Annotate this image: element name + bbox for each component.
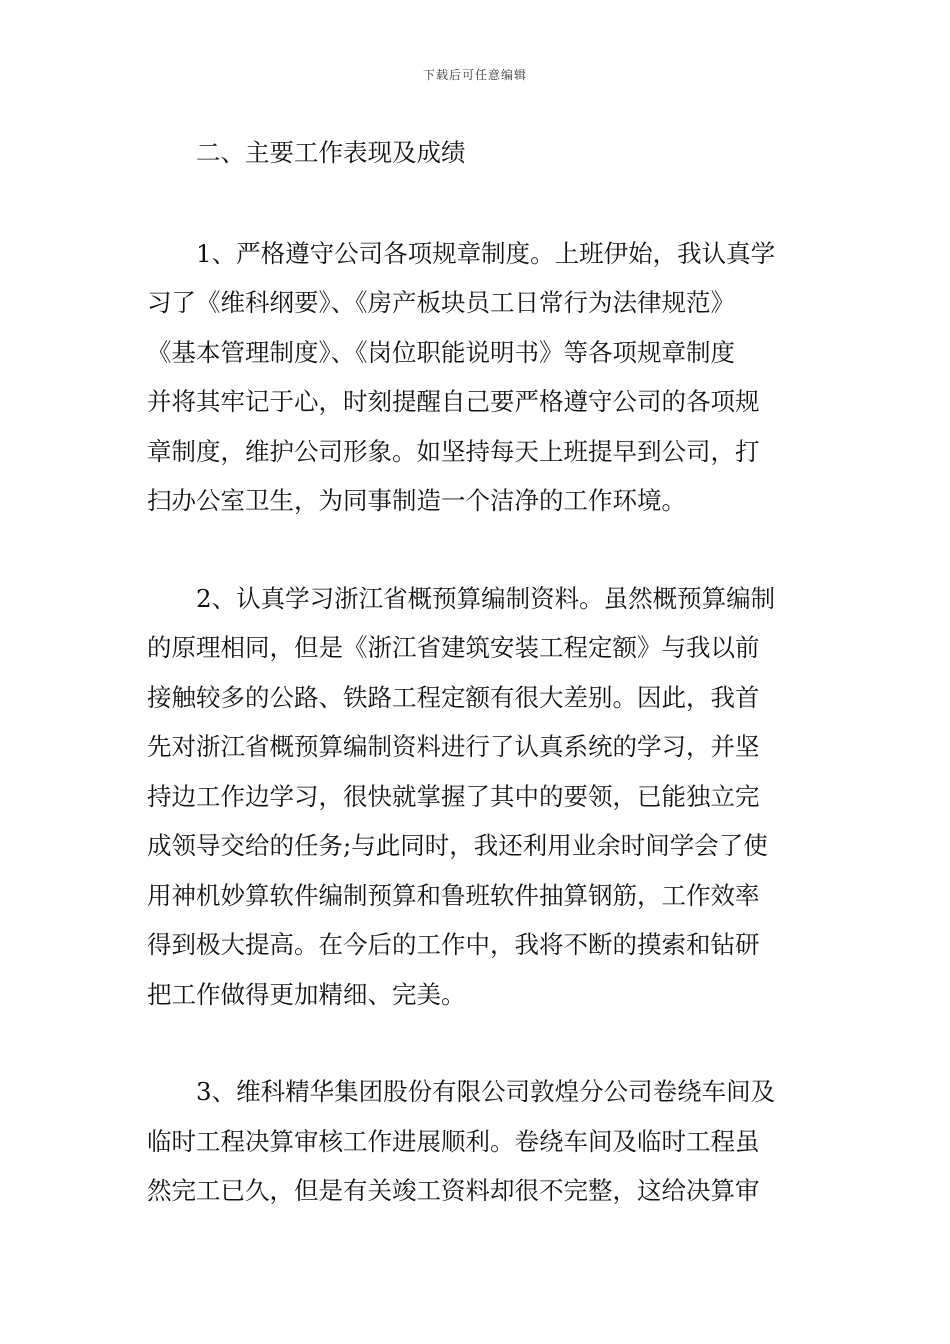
section-title: 二、主要工作表现及成绩 xyxy=(196,138,466,167)
paragraph-line: 成领导交给的任务;与此同时，我还利用业余时间学会了使 xyxy=(147,831,768,860)
paragraph-line: 习了《维科纲要》、《房产板块员工日常行为法律规范》 xyxy=(147,288,735,317)
paragraph-line: 的原理相同，但是《浙江省建筑安装工程定额》与我以前 xyxy=(147,633,760,662)
paragraph-line: 3、维科精华集团股份有限公司敦煌分公司卷绕车间及 xyxy=(196,1077,776,1106)
paragraph-line: 并将其牢记于心，时刻提醒自己要严格遵守公司的各项规 xyxy=(147,387,760,416)
paragraph-line: 把工作做得更加精细、完美。 xyxy=(147,979,466,1009)
paragraph-line: 2、认真学习浙江省概预算编制资料。虽然概预算编制 xyxy=(196,583,776,613)
paragraph-line: 章制度，维护公司形象。如坚持每天上班提早到公司，打 xyxy=(147,436,760,466)
page-header-note: 下载后可任意编辑 xyxy=(422,68,527,82)
paragraph-line: 1、严格遵守公司各项规章制度。上班伊始，我认真学 xyxy=(196,238,776,268)
paragraph-line: 然完工已久，但是有关竣工资料却很不完整，这给决算审 xyxy=(147,1176,760,1205)
paragraph-1 xyxy=(147,229,807,526)
paragraph-line: 用神机妙算软件编制预算和鲁班软件抽算钢筋，工作效率 xyxy=(147,880,760,910)
paragraph-line: 《基本管理制度》、《岗位职能说明书》等各项规章制度 xyxy=(147,337,735,367)
paragraph-2 xyxy=(147,574,807,1020)
paragraph-line: 先对浙江省概预算编制资料进行了认真系统的学习，并坚 xyxy=(147,732,760,761)
paragraph-spacer xyxy=(147,1019,807,1067)
paragraph-3 xyxy=(147,1067,807,1216)
paragraph-line: 接触较多的公路、铁路工程定额有很大差别。因此，我首 xyxy=(147,682,760,712)
paragraph-line: 得到极大提高。在今后的工作中，我将不断的摸索和钻研 xyxy=(147,930,760,959)
paragraph-line: 扫办公室卫生，为同事制造一个洁净的工作环境。 xyxy=(147,486,686,515)
paragraph-line: 持边工作边学习，很快就掌握了其中的要领，已能独立完 xyxy=(147,781,760,811)
paragraph-spacer xyxy=(147,526,807,574)
paragraph-line: 临时工程决算审核工作进展顺利。卷绕车间及临时工程虽 xyxy=(147,1126,760,1156)
document-body xyxy=(147,128,807,1216)
